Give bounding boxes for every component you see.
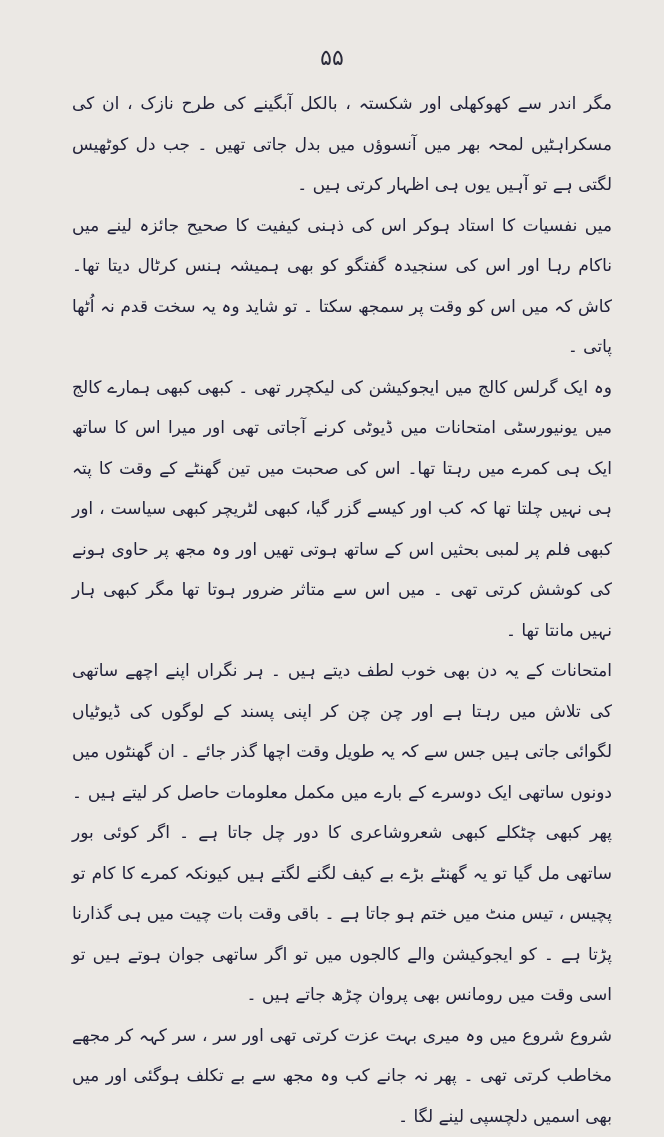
paragraph-1: مگر اندر سے کھوکھلی اور شکستہ ، بالکل آبگینے کی طرح نازک ، ان کی مسکراہٹیں لمحہ بھر میں آنسوؤں میں بدل جاتی تھیں ۔ جب دل کوٹھیس لگتی ہے تو آہیں یوں ہی اظہار کرتی ہیں ۔ (72, 84, 612, 206)
paragraph-3: وہ ایک گرلس کالج میں ایجوکیشن کی لیکچرر تھی ۔ کبھی کبھی ہمارے کالج میں یونیورسٹی امتحانات میں ڈیوٹی کرنے آجاتی تھی اور میرا اس کا ساتھ ایک ہی کمرے میں رہتا تھا۔ اس کی صحبت میں تین گھنٹے کے وقت کا پتہ ہی نہیں چلتا تھا کہ کب اور کیسے گزر گیا، کبھی لٹریچر کبھی سیاست ، اور کبھی فلم پر لمبی بحثیں اس کے ساتھ ہوتی تھیں اور وہ مجھ پر حاوی ہونے کی کوشش کرتی تھی ۔ میں اس سے متاثر ضرور ہوتا تھا مگر کبھی ہار نہیں مانتا تھا ۔ (72, 368, 612, 652)
body-text (72, 84, 612, 1137)
paragraph-5: شروع شروع میں وہ میری بہت عزت کرتی تھی اور سر ، سر کہہ کر مجھے مخاطب کرتی تھی ۔ پھر نہ جانے کب وہ مجھ سے بے تکلف ہوگئی اور میں بھی اسمیں دلچسپی لینے لگا ۔ (72, 1016, 612, 1137)
page-number: ۵۵ (0, 46, 664, 71)
paragraph-2: میں نفسیات کا استاد ہوکر اس کی ذہنی کیفیت کا صحیح جائزہ لینے میں ناکام رہا اور اس کی سنجیدہ گفتگو کو بھی ہمیشہ ہنس کرٹال دیتا تھا۔ کاش کہ میں اس کو وقت پر سمجھ سکتا ۔ تو شاید وہ یہ سخت قدم نہ اُٹھا پاتی ۔ (72, 206, 612, 368)
paragraph-4: امتحانات کے یہ دن بھی خوب لطف دیتے ہیں ۔ ہر نگراں اپنے اچھے ساتھی کی تلاش میں رہتا ہے اور چن چن کر اپنی پسند کے لوگوں کی ڈیوٹیاں لگوائی جاتی ہیں جس سے کہ یہ طویل وقت اچھا گذر جائے ۔ ان گھنٹوں میں دونوں ساتھی ایک دوسرے کے بارے میں مکمل معلومات حاصل کر لیتے ہیں ۔ پھر کبھی چٹکلے کبھی شعروشاعری کا دور چل جاتا ہے ۔ اگر کوئی بور ساتھی مل گیا تو یہ گھنٹے بڑے بے کیف لگنے لگتے ہیں کیونکہ کمرے کا کام تو پچیس ، تیس منٹ میں ختم ہو جاتا ہے ۔ باقی وقت بات چیت میں ہی گذارنا پڑتا ہے ۔ کو ایجوکیشن والے کالجوں میں تو اگر ساتھی جوان ہوتے ہیں تو اسی وقت میں رومانس بھی پروان چڑھ جاتے ہیں ۔ (72, 651, 612, 1016)
